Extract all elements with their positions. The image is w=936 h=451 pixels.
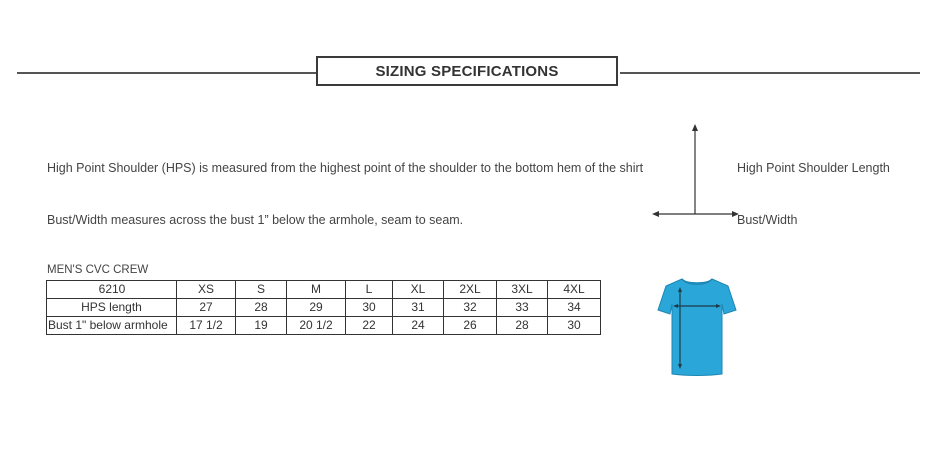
table-cell: Bust 1" below armhole [47, 317, 177, 335]
table-cell: 33 [497, 299, 548, 317]
table-cell: 29 [287, 299, 346, 317]
table-header-cell: S [236, 281, 287, 299]
table-cell: 24 [393, 317, 444, 335]
table-cell: 17 1/2 [177, 317, 236, 335]
size-table [46, 280, 601, 335]
table-title: MEN'S CVC CREW [47, 264, 149, 276]
table-cell: 20 1/2 [287, 317, 346, 335]
table-row [47, 299, 601, 317]
table-cell: 31 [393, 299, 444, 317]
tshirt-icon [656, 276, 738, 378]
table-header-cell: 6210 [47, 281, 177, 299]
table-header-cell: XS [177, 281, 236, 299]
table-header-cell: M [287, 281, 346, 299]
hps-length-label: High Point Shoulder Length [737, 161, 890, 175]
table-header-cell: 3XL [497, 281, 548, 299]
heading-rule-right [620, 72, 920, 74]
measurement-diagram-icon [648, 122, 743, 222]
table-cell: 19 [236, 317, 287, 335]
table-cell: 26 [444, 317, 497, 335]
table-header-cell: L [346, 281, 393, 299]
table-cell: 28 [497, 317, 548, 335]
hps-description: High Point Shoulder (HPS) is measured from the highest point of the shoulder to the bottom hem of the shirt [47, 161, 644, 175]
table-cell: 30 [346, 299, 393, 317]
table-header-cell: XL [393, 281, 444, 299]
bust-description: Bust/Width measures across the bust 1” below the armhole, seam to seam. [47, 213, 464, 227]
bust-width-label: Bust/Width [737, 213, 798, 227]
table-header-cell: 4XL [548, 281, 601, 299]
table-header-row [47, 281, 601, 299]
table-cell: 28 [236, 299, 287, 317]
table-cell: 32 [444, 299, 497, 317]
table-cell: HPS length [47, 299, 177, 317]
page-title: SIZING SPECIFICATIONS [316, 56, 618, 86]
table-header-cell: 2XL [444, 281, 497, 299]
heading-rule-left [17, 72, 317, 74]
table-cell: 34 [548, 299, 601, 317]
table-cell: 22 [346, 317, 393, 335]
table-cell: 27 [177, 299, 236, 317]
table-cell: 30 [548, 317, 601, 335]
table-row [47, 317, 601, 335]
